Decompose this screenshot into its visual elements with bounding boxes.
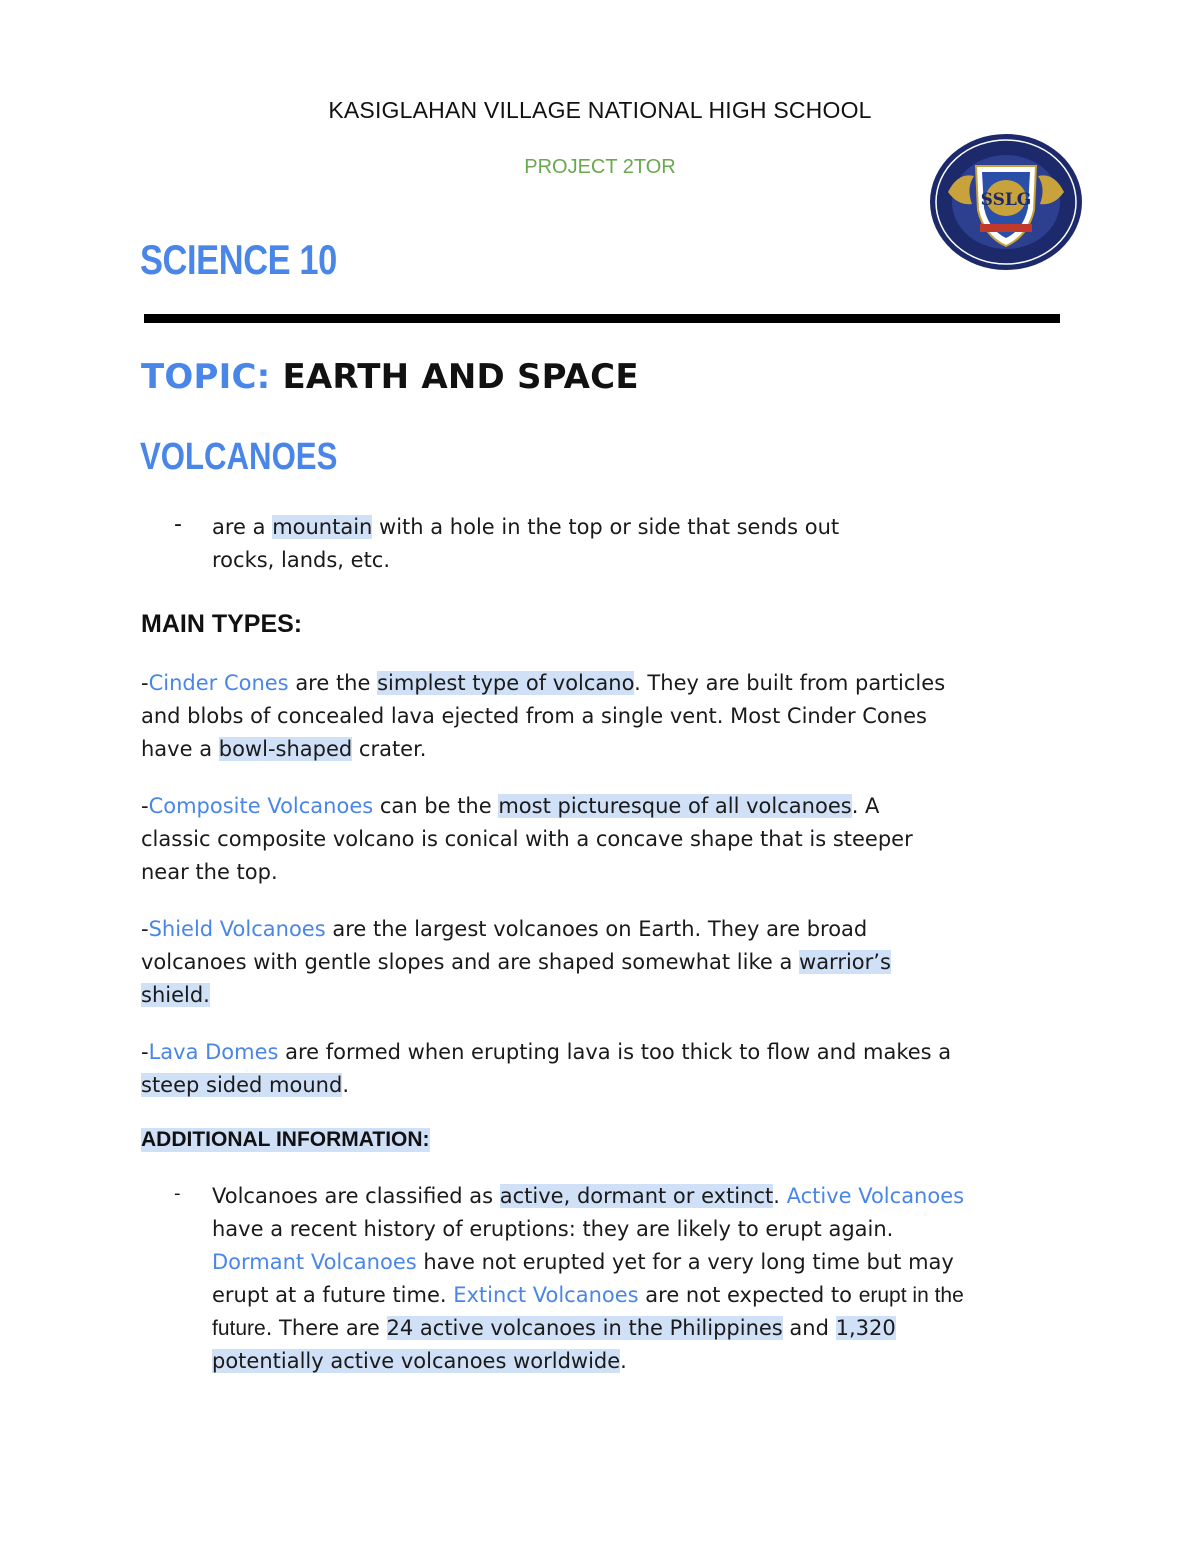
text-run: . [342,1073,349,1097]
highlight: bowl-shaped [218,737,353,761]
highlight: most picturesque of all volcanoes [498,794,852,818]
topic-value: EARTH AND SPACE [282,357,639,397]
text-run: . There are [265,1316,387,1340]
additional-info-paragraph [212,1180,1082,1378]
text-run: . They are built from particles [634,671,946,695]
highlight: steep sided mound [141,1073,343,1097]
text-run: - [141,794,149,818]
highlight: warrior’s [799,950,891,974]
paragraph-line [141,1036,1071,1069]
paragraph-line [212,1279,1082,1312]
paragraph-line [141,1069,1071,1102]
text-run: have a [141,737,219,761]
highlight: 1,320 [835,1316,896,1340]
school-seal-logo [928,132,1084,272]
term-lava-domes: Lava Domes [148,1040,279,1064]
subject-title: SCIENCE 10 [140,236,337,283]
paragraph-line [141,733,1071,766]
school-name: KASIGLAHAN VILLAGE NATIONAL HIGH SCHOOL [328,97,872,123]
text-run: . A [851,794,880,818]
definition-line-1 [212,511,1112,544]
paragraph-line [212,1180,1082,1213]
paragraph-line [141,979,1071,1012]
highlight: 24 active volcanoes in the Philippines [386,1316,783,1340]
text-run: Volcanoes are classified as [212,1184,500,1208]
text-run: erupt at a future time. [212,1283,454,1307]
text-run: - [141,1040,149,1064]
text-run: are not expected to [638,1283,859,1307]
term-composite-volcanoes: Composite Volcanoes [148,794,374,818]
text-run: have not erupted yet for a very long time but may [416,1250,954,1274]
text-run: are the [288,671,378,695]
cinder-cones-paragraph [141,667,1071,766]
text-run: . [620,1349,627,1373]
shield-volcanoes-paragraph [141,913,1071,1012]
paragraph-line [141,667,1071,700]
section-title: VOLCANOES [140,436,338,478]
divider-rule [144,314,1060,323]
text-run: and [782,1316,836,1340]
additional-dash: - [174,1183,181,1204]
text-run: volcanoes with gentle slopes and are shaped somewhat like a [141,950,800,974]
highlight: potentially active volcanoes worldwide [212,1349,621,1373]
text-run: can be the [373,794,499,818]
text-run: are the largest volcanoes on Earth. They are broad [325,917,868,941]
topic-heading [141,357,639,397]
paragraph-line [212,1246,1082,1279]
definition-line-2: rocks, lands, etc. [212,548,391,572]
main-types-heading: MAIN TYPES: [141,610,303,638]
paragraph-line [141,790,1071,823]
term-dormant-volcanoes: Dormant Volcanoes [212,1250,417,1274]
paragraph-line: near the top. [141,860,278,884]
paragraph-line [212,1345,1082,1378]
paragraph-line [141,913,1071,946]
paragraph-line: classic composite volcano is conical with a concave shape that is steeper [141,827,913,851]
text-run: future [212,1317,266,1340]
lava-domes-paragraph [141,1036,1071,1102]
term-cinder-cones: Cinder Cones [148,671,289,695]
composite-volcanoes-paragraph [141,790,1071,889]
term-extinct-volcanoes: Extinct Volcanoes [453,1283,639,1307]
text-run: . [773,1184,787,1208]
term-active-volcanoes: Active Volcanoes [786,1184,965,1208]
text-run: - [141,917,149,941]
definition-text [212,511,1112,577]
highlight-mountain: mountain [272,515,373,539]
paragraph-line: have a recent history of eruptions: they are likely to erupt again. [212,1217,894,1241]
project-name: PROJECT 2TOR [524,156,676,178]
highlight: active, dormant or extinct [499,1184,774,1208]
paragraph-line [212,1312,1082,1345]
paragraph-line: and blobs of concealed lava ejected from a single vent. Most Cinder Cones [141,704,927,728]
paragraph-line [141,946,1071,979]
highlight: shield. [141,983,210,1007]
text-run: erupt in the [858,1284,964,1307]
additional-info-heading: ADDITIONAL INFORMATION: [141,1128,430,1151]
svg-text:SSLG: SSLG [980,190,1032,210]
text-run: - [141,671,149,695]
text-run: crater. [352,737,427,761]
term-shield-volcanoes: Shield Volcanoes [148,917,326,941]
highlight: simplest type of volcano [377,671,635,695]
text-run: with a hole in the top or side that sends out [372,515,840,539]
text-run: are a [212,515,273,539]
topic-label: TOPIC: [141,357,271,397]
definition-dash: - [174,512,182,537]
text-run: are formed when erupting lava is too thick to flow and makes a [278,1040,952,1064]
